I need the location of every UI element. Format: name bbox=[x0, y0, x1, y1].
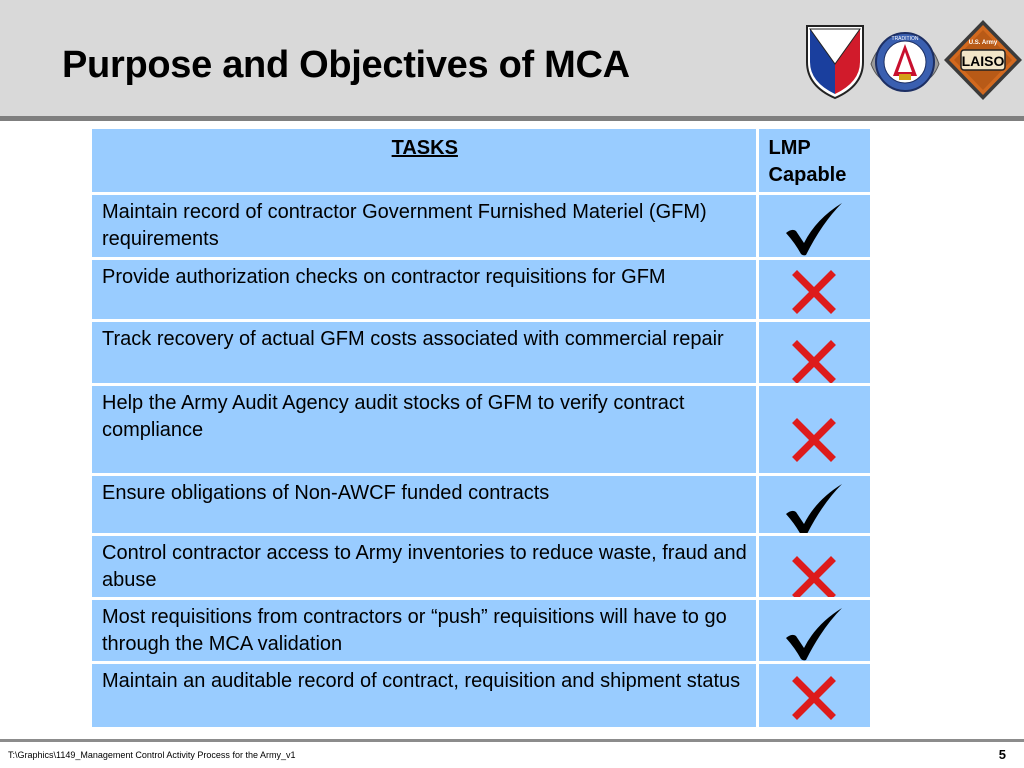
table-row bbox=[91, 321, 872, 385]
laiso-logo bbox=[942, 18, 1024, 102]
check-icon bbox=[782, 482, 846, 535]
table-row bbox=[91, 599, 872, 663]
table-row bbox=[91, 535, 872, 599]
cross-icon bbox=[792, 556, 836, 599]
fsa-badge-logo bbox=[869, 24, 941, 100]
lmp-capable-cell bbox=[757, 663, 871, 729]
lmp-capable-column-header: LMP Capable bbox=[757, 128, 871, 194]
lmp-capable-cell bbox=[757, 535, 871, 599]
table-header-row bbox=[91, 128, 872, 194]
task-cell: Maintain record of contractor Government Furnished Materiel (GFM) requirements bbox=[91, 194, 758, 259]
check-icon bbox=[782, 201, 846, 257]
slide-title: Purpose and Objectives of MCA bbox=[62, 44, 630, 86]
task-cell: Provide authorization checks on contractor requisitions for GFM bbox=[91, 259, 758, 321]
table-row bbox=[91, 194, 872, 259]
table-row bbox=[91, 663, 872, 729]
lmp-capable-cell bbox=[757, 194, 871, 259]
lmp-capable-cell bbox=[757, 385, 871, 475]
footer-divider bbox=[0, 739, 1024, 742]
table-row bbox=[91, 475, 872, 535]
task-cell: Ensure obligations of Non-AWCF funded contracts bbox=[91, 475, 758, 535]
lmp-capable-cell bbox=[757, 259, 871, 321]
tasks-table bbox=[89, 126, 873, 730]
laiso-logo-subtext: U.S. Army bbox=[968, 40, 998, 46]
task-cell: Most requisitions from contractors or “push” requisitions will have to go through the MCA validation bbox=[91, 599, 758, 663]
footer-file-path: T:\Graphics\1149_Management Control Activity Process for the Army_v1 bbox=[8, 750, 296, 760]
tasks-table-body bbox=[91, 194, 872, 729]
amc-shield-logo bbox=[804, 24, 866, 100]
cross-icon bbox=[792, 418, 836, 462]
task-cell: Track recovery of actual GFM costs associated with commercial repair bbox=[91, 321, 758, 385]
lmp-capable-cell bbox=[757, 321, 871, 385]
task-cell: Help the Army Audit Agency audit stocks of GFM to verify contract compliance bbox=[91, 385, 758, 475]
tasks-column-header: TASKS bbox=[91, 128, 758, 194]
cross-icon bbox=[792, 676, 836, 720]
fsa-badge-text: TRADITION bbox=[891, 36, 919, 42]
task-cell: Control contractor access to Army inventories to reduce waste, fraud and abuse bbox=[91, 535, 758, 599]
header-divider bbox=[0, 116, 1024, 121]
lmp-capable-cell bbox=[757, 475, 871, 535]
check-icon bbox=[782, 606, 846, 662]
cross-icon bbox=[792, 340, 836, 384]
table-row bbox=[91, 385, 872, 475]
laiso-logo-text: LAISO bbox=[961, 53, 1005, 69]
page-number: 5 bbox=[998, 747, 1006, 762]
table-row bbox=[91, 259, 872, 321]
task-cell: Maintain an auditable record of contract, requisition and shipment status bbox=[91, 663, 758, 729]
lmp-capable-cell bbox=[757, 599, 871, 663]
cross-icon bbox=[792, 270, 836, 314]
